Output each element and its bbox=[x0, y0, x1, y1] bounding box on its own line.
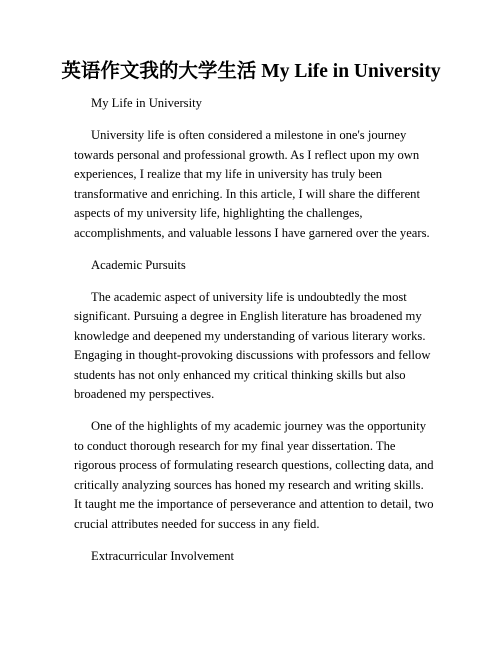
paragraph-academic-1: The academic aspect of university life is undoubtedly the most significant. Pursuing a degree in English literature has broadened my knowledge and deepened my understanding of various literary works. Engaging in thought-provoking discussions with professors and fellow students has not only enhanced my critical thinking skills but also broadened my perspectives. bbox=[74, 289, 431, 401]
section-heading-intro: My Life in University bbox=[91, 96, 202, 110]
document-body bbox=[74, 94, 434, 579]
section-heading-extracurricular: Extracurricular Involvement bbox=[91, 548, 235, 563]
document-title: 英语作文我的大学生活 My Life in University bbox=[61, 61, 441, 82]
paragraph-intro: University life is often considered a milestone in one's journey towards personal and professional growth. As I reflect upon my own experiences, I realize that my life in university has truly been transformative and enriching. In this article, I will share the different aspects of my university life, highlighting the challenges, accomplishments, and valuable lessons I have garnered over the years. bbox=[74, 128, 430, 240]
section-heading-academic: Academic Pursuits bbox=[91, 257, 186, 272]
paragraph-academic-2: One of the highlights of my academic journey was the opportunity to conduct thorough research for my final year dissertation. The rigorous process of formulating research questions, collecting data, and critically analyzing sources has honed my research and writing skills. It taught me the importance of perseverance and attention to detail, two crucial attributes needed for success in any field. bbox=[74, 419, 434, 531]
